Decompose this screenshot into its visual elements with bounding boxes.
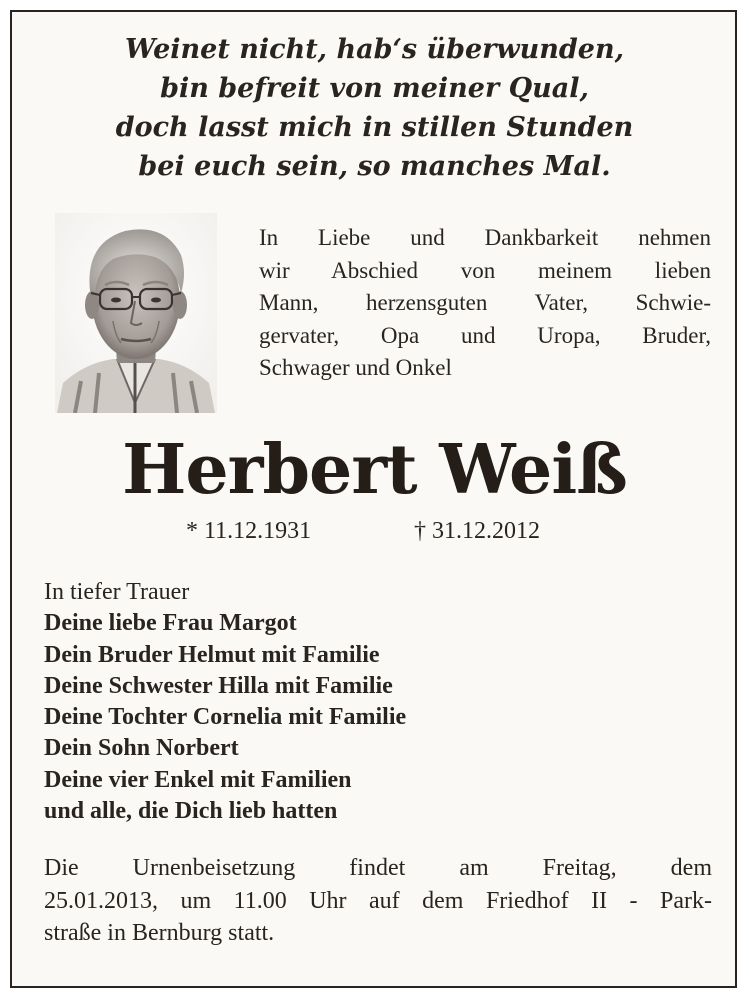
mourner-entry: und alle, die Dich lieb hatten [44, 798, 338, 825]
memorial-poem [0, 30, 749, 186]
mourner-entry: Deine liebe Frau Margot [44, 610, 297, 637]
deceased-name: Herbert Weiß [122, 430, 627, 510]
death-date: † 31.12.2012 [414, 518, 540, 544]
mourner-entry: Deine Schwester Hilla mit Familie [44, 672, 393, 699]
intro-line: Schwager und Onkel [259, 355, 452, 380]
notice-line: straße in Bernburg statt. [44, 920, 275, 946]
mourners-list [44, 577, 704, 827]
mourning-lead: In tiefer Trauer [44, 579, 190, 605]
mourner-entry: Deine vier Enkel mit Familien [44, 766, 352, 793]
intro-line: Mann, herzensguten Vater, Schwie- [259, 290, 711, 315]
intro-line: gervater, Opa und Uropa, Bruder, [259, 322, 711, 348]
intro-line: In Liebe und Dankbarkeit nehmen [259, 225, 711, 250]
intro-line: wir Abschied von meinem lieben [259, 257, 711, 283]
notice-line: 25.01.2013, um 11.00 Uhr auf dem Friedhof II - Park- [44, 887, 712, 914]
mourner-entry: Dein Sohn Norbert [44, 735, 239, 762]
notice-line: Die Urnenbeisetzung findet am Freitag, dem [44, 855, 712, 881]
portrait-photo [55, 213, 217, 413]
mourner-entry: Deine Tochter Cornelia mit Familie [44, 704, 407, 731]
poem-line: Weinet nicht, hab‘s überwunden, [125, 34, 624, 65]
funeral-notice [44, 852, 712, 950]
poem-line: bin befreit von meiner Qual, [160, 73, 589, 104]
intro-text [259, 222, 711, 385]
poem-line: bei euch sein, so manches Mal. [138, 151, 611, 182]
poem-line: doch lasst mich in stillen Stunden [115, 112, 634, 143]
birth-date: * 11.12.1931 [186, 518, 312, 544]
mourner-entry: Dein Bruder Helmut mit Familie [44, 641, 380, 668]
